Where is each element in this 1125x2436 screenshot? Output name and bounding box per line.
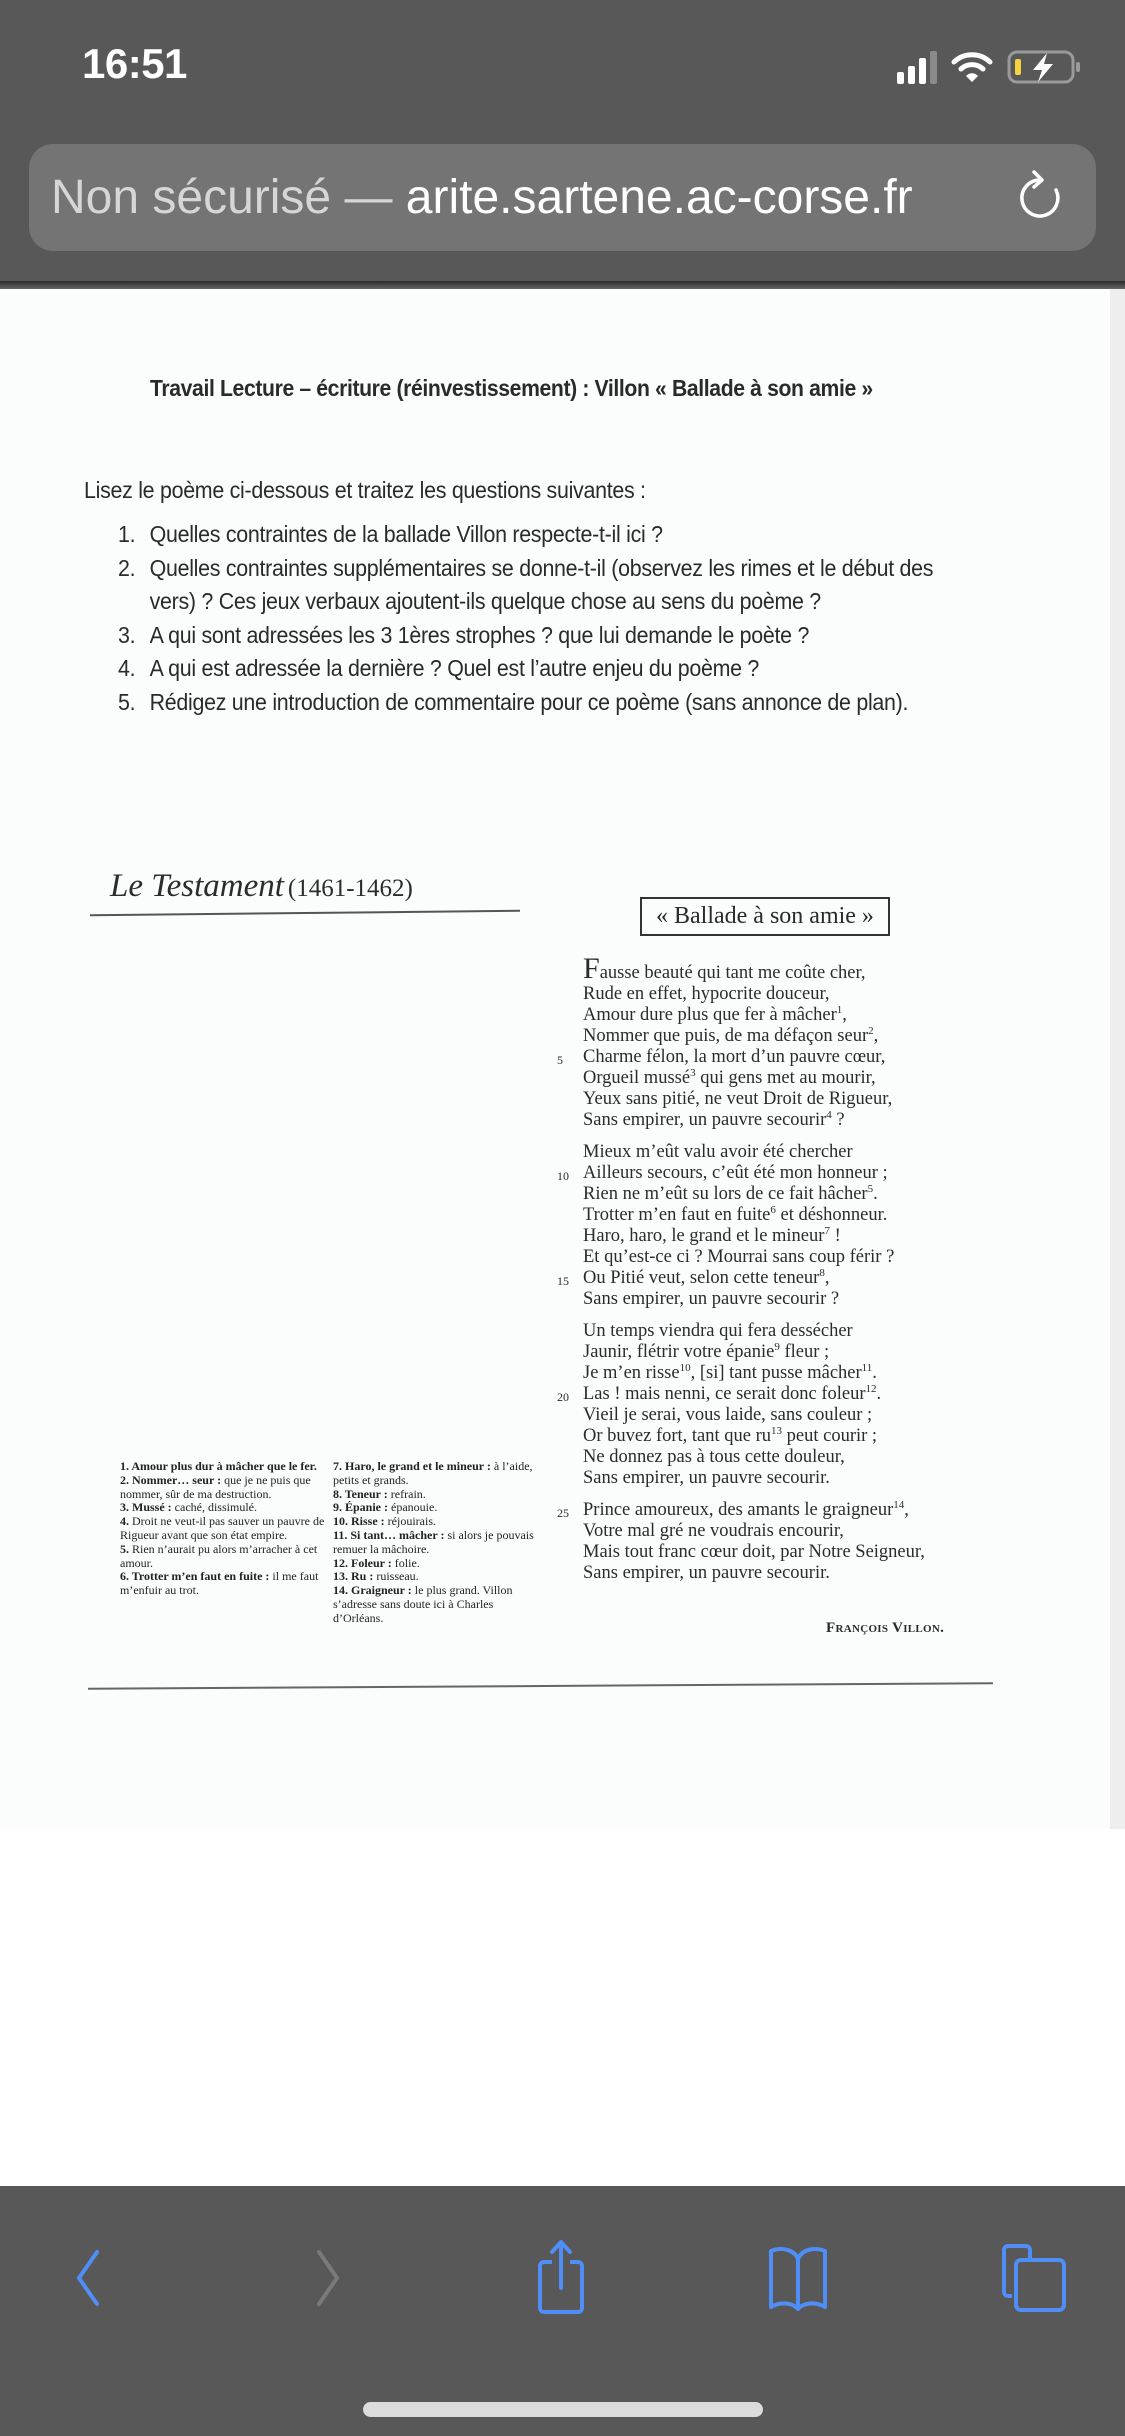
poem-verse xyxy=(583,1247,925,1268)
verse-text: Sans empirer, un pauvre secourir. xyxy=(583,1563,830,1583)
verse-number: 20 xyxy=(557,1390,569,1404)
page-edge xyxy=(1110,289,1125,1829)
question-text: A qui sont adressées les 3 1ères strophes ? que lui demande le poète ? xyxy=(149,621,810,648)
drop-cap: F xyxy=(583,952,600,985)
poem-verse xyxy=(583,1542,925,1563)
verse-text: Rude en effet, hypocrite douceur, xyxy=(583,984,830,1004)
question-item xyxy=(118,552,983,619)
poem-stanza xyxy=(557,1142,925,1310)
footnote-ref: 7 xyxy=(824,1224,830,1237)
back-button[interactable] xyxy=(48,2238,128,2318)
question-number: 3. xyxy=(118,621,136,648)
footnote xyxy=(333,1488,538,1502)
poem-verse xyxy=(583,1068,925,1089)
home-indicator[interactable] xyxy=(363,2402,763,2417)
poem-verse xyxy=(557,1382,925,1405)
question-list xyxy=(118,518,1048,719)
bookmarks-button[interactable] xyxy=(758,2238,838,2318)
footnote xyxy=(333,1570,538,1584)
poem-stanza xyxy=(557,952,925,1131)
footnote-head: 14. Graigneur : xyxy=(333,1583,412,1598)
poem-verse xyxy=(583,1405,925,1426)
question-item xyxy=(118,619,983,653)
share-button[interactable] xyxy=(522,2238,602,2318)
footnote-ref: 5 xyxy=(867,1182,874,1195)
verse-text: fleur ; xyxy=(779,1342,830,1362)
footnote-head: 13. Ru : xyxy=(333,1569,374,1584)
poem-verse xyxy=(557,1266,925,1289)
page-top-shadow xyxy=(0,281,1125,289)
footnote xyxy=(333,1529,538,1557)
footnote-ref: 9 xyxy=(774,1340,780,1353)
footnote xyxy=(333,1557,538,1571)
poem-verse xyxy=(583,1447,925,1468)
address-text[interactable] xyxy=(51,170,913,225)
verse-text: Rien ne m’eût su lors de ce fait hâcher xyxy=(583,1184,868,1204)
tabs-icon xyxy=(998,2242,1070,2314)
document-title: Travail Lecture – écriture (réinvestissement) : Villon « Ballade à son amie » xyxy=(150,375,873,401)
question-text: A qui est adressée la dernière ? Quel est l’autre enjeu du poème ? xyxy=(149,655,760,681)
footnote-ref: 6 xyxy=(770,1203,776,1216)
poem-verse xyxy=(583,1142,925,1163)
verse-text: Sans empirer, un pauvre secourir ? xyxy=(583,1289,840,1309)
verse-text: Vieil je serai, vous laide, sans couleur ; xyxy=(583,1405,873,1425)
cellular-signal-icon xyxy=(897,50,937,84)
footnote-head: 5. xyxy=(120,1541,129,1556)
footnote-body: épanouie. xyxy=(388,1500,438,1515)
footnote-head: 10. Risse : xyxy=(333,1514,385,1529)
verse-text: Mieux m’eût valu avoir été chercher xyxy=(583,1142,853,1162)
poem-verse xyxy=(583,984,925,1005)
question-item xyxy=(118,686,983,720)
question-item xyxy=(118,652,983,686)
poem-verse xyxy=(583,1321,925,1342)
verse-text: , xyxy=(842,1005,847,1025)
verse-text: Et qu’est-ce ci ? Mourrai sans coup férir ? xyxy=(583,1247,895,1267)
question-number: 2. xyxy=(118,554,136,581)
poem-stanza xyxy=(557,1321,925,1489)
document-intro: Lisez le poème ci-dessous et traitez les questions suivantes : xyxy=(84,477,646,503)
verse-text: Yeux sans pitié, ne veut Droit de Rigueur, xyxy=(583,1089,893,1109)
verse-number: 10 xyxy=(557,1169,569,1183)
verse-text: Votre mal gré ne voudrais encourir, xyxy=(583,1521,844,1541)
back-chevron-icon xyxy=(68,2248,108,2308)
footnote-head: 4. xyxy=(120,1514,129,1529)
forward-button[interactable] xyxy=(288,2238,368,2318)
question-number: 5. xyxy=(118,688,136,715)
footnote-head: 1. Amour plus dur à mâcher que le fer. xyxy=(120,1459,317,1473)
wifi-icon xyxy=(951,51,993,83)
verse-text: ? xyxy=(831,1110,845,1130)
poem-verse xyxy=(583,1289,925,1310)
verse-text: Nommer que puis, de ma défaçon seur xyxy=(583,1026,869,1046)
verse-number: 5 xyxy=(557,1053,563,1067)
security-label: Non sécurisé — xyxy=(51,171,406,224)
verse-text: , xyxy=(824,1268,830,1288)
footnote-body: réjouirais. xyxy=(384,1514,436,1529)
verse-text: Ne donnez pas à tous cette douleur, xyxy=(583,1447,845,1467)
footnote xyxy=(333,1584,538,1625)
footnote-body: que je ne puis que nommer, sûr de ma destruction. xyxy=(120,1472,311,1501)
footnote-body: il me faut m’enfuir au trot. xyxy=(120,1569,319,1598)
verse-text: , xyxy=(873,1026,879,1046)
status-icons xyxy=(897,50,1083,84)
footnote-head: 11. Si tant… mâcher : xyxy=(333,1527,445,1542)
footnote xyxy=(120,1543,325,1571)
verse-text: Amour dure plus que fer à mâcher xyxy=(583,1005,837,1025)
footnote xyxy=(120,1515,325,1543)
ballad-title-box: « Ballade à son amie » xyxy=(640,897,890,936)
verse-text: qui gens met au mourir, xyxy=(695,1068,876,1088)
question-number: 4. xyxy=(118,655,136,681)
footnote-body: folie. xyxy=(391,1555,420,1570)
footnote xyxy=(120,1570,325,1598)
poem-verse xyxy=(583,1184,925,1205)
footnote-head: 8. Teneur : xyxy=(333,1486,388,1501)
footnote-head: 3. Mussé : xyxy=(120,1500,172,1515)
footnote-head: 7. Haro, le grand et le mineur : xyxy=(333,1459,491,1473)
poem-verse xyxy=(583,1426,925,1447)
footnote-body: ruisseau. xyxy=(373,1569,419,1584)
verse-text: Mais tout franc cœur doit, par Notre Seigneur, xyxy=(583,1542,925,1562)
question-text: Quelles contraintes de la ballade Villon respecte-t-il ici ? xyxy=(149,521,663,547)
tabs-button[interactable] xyxy=(994,2238,1074,2318)
footnote xyxy=(120,1460,325,1474)
footnote xyxy=(333,1501,538,1515)
bottom-toolbar xyxy=(0,2186,1125,2436)
poem-verse xyxy=(583,1342,925,1363)
poem-verse xyxy=(557,1047,925,1068)
poem-verse xyxy=(557,1163,925,1184)
verse-text: . xyxy=(872,1363,877,1383)
verse-text: ! xyxy=(829,1226,841,1246)
footnote-head: 2. Nommer… seur : xyxy=(120,1472,222,1487)
forward-chevron-icon xyxy=(308,2248,348,2308)
footnote-ref: 2 xyxy=(868,1024,874,1037)
footnote-ref: 3 xyxy=(690,1066,696,1079)
verse-text: Las ! mais nenni, ce serait donc foleur xyxy=(583,1384,866,1404)
footnote-body: si alors je pouvais remuer la mâchoire. xyxy=(333,1527,534,1556)
verse-text: Haro, haro, le grand et le mineur xyxy=(583,1226,825,1246)
verse-text: et déshonneur. xyxy=(775,1205,888,1225)
verse-number: 15 xyxy=(557,1274,569,1288)
address-bar[interactable] xyxy=(29,144,1096,251)
work-title xyxy=(110,868,413,905)
footnote-ref: 10 xyxy=(679,1361,691,1374)
poem-verse xyxy=(583,1089,925,1110)
verse-text: Sans empirer, un pauvre secourir xyxy=(583,1110,827,1130)
battery-charging-icon xyxy=(1007,50,1083,84)
footnotes-column-right xyxy=(333,1460,538,1626)
verse-text: Ailleurs secours, c’eût été mon honneur ; xyxy=(583,1163,888,1183)
status-time: 16:51 xyxy=(82,40,187,87)
verse-text: Jaunir, flétrir votre épanie xyxy=(583,1342,775,1362)
poem-stanza xyxy=(557,1498,925,1584)
question-text: Quelles contraintes supplémentaires se donne-t-il (observez les rimes et le début des vers) ? Ces jeux verbaux ajoutent-ils quelque chose au sens du poème ? xyxy=(149,554,934,614)
reload-icon[interactable] xyxy=(1010,168,1070,228)
work-name: Le Testament xyxy=(110,868,284,904)
verse-text: . xyxy=(876,1384,882,1404)
footnote xyxy=(333,1515,538,1529)
poem-verse xyxy=(583,952,925,985)
footnote-body: caché, dissimulé. xyxy=(171,1500,257,1515)
footnote-ref: 4 xyxy=(826,1108,832,1121)
verse-text: Trotter m’en faut en fuite xyxy=(583,1205,771,1225)
footnote xyxy=(120,1474,325,1502)
verse-text: Je m’en risse xyxy=(583,1363,680,1383)
poem-verse xyxy=(583,1110,925,1131)
footnote-head: 9. Épanie : xyxy=(333,1500,389,1515)
verse-number: 25 xyxy=(557,1506,569,1520)
footnote-ref: 12 xyxy=(865,1382,877,1395)
footnote-body: le plus grand. Villon s’adresse sans doute ici à Charles d’Orléans. xyxy=(333,1583,513,1625)
footnote-head: 12. Foleur : xyxy=(333,1555,392,1570)
question-number: 1. xyxy=(118,521,136,547)
poem-verse xyxy=(557,1498,925,1521)
footnote-ref: 13 xyxy=(771,1424,783,1437)
question-item xyxy=(118,518,983,552)
footnote-body: refrain. xyxy=(387,1486,426,1501)
verse-text: Ou Pitié veut, selon cette teneur xyxy=(583,1268,820,1288)
footnote-body: Droit ne veut-il pas sauver un pauvre de Rigueur avant que son état empire. xyxy=(120,1514,325,1542)
verse-text: , xyxy=(904,1500,909,1520)
verse-text: Charme félon, la mort d’un pauvre cœur, xyxy=(583,1047,886,1067)
question-text: Rédigez une introduction de commentaire pour ce poème (sans annonce de plan). xyxy=(149,688,909,715)
poem-verse xyxy=(583,1468,925,1489)
status-bar xyxy=(0,0,1125,135)
verse-text: Sans empirer, un pauvre secourir. xyxy=(583,1468,830,1488)
page-background xyxy=(0,1829,1125,2186)
poem-signature: François Villon. xyxy=(826,1620,945,1636)
poem-verse xyxy=(583,1363,925,1384)
url-host: arite.sartene.ac-corse.fr xyxy=(405,171,913,224)
poem-verse xyxy=(583,1226,925,1247)
footnote-body: à l’aide, petits et grands. xyxy=(333,1459,533,1487)
footnote-body: Rien n’aurait pu alors m’arracher à cet amour. xyxy=(120,1541,318,1570)
footnote-ref: 14 xyxy=(893,1498,905,1511)
share-icon xyxy=(530,2238,594,2318)
footnotes-column-left xyxy=(120,1460,325,1598)
verse-text: ausse beauté qui tant me coûte cher, xyxy=(599,963,866,983)
footnote-ref: 1 xyxy=(836,1003,843,1016)
footnote xyxy=(333,1460,538,1488)
footnote-ref: 8 xyxy=(819,1266,825,1279)
verse-text: Orgueil mussé xyxy=(583,1068,691,1088)
footnote xyxy=(120,1501,325,1515)
poem-verse xyxy=(583,1205,925,1226)
verse-text: peut courir ; xyxy=(782,1426,878,1446)
poem xyxy=(557,952,925,1595)
work-years: (1461-1462) xyxy=(287,875,413,902)
verse-text: Prince amoureux, des amants le graigneur xyxy=(583,1500,894,1520)
verse-text: Un temps viendra qui fera dessécher xyxy=(583,1321,853,1341)
footnote-head: 6. Trotter m’en faut en fuite : xyxy=(120,1569,270,1584)
verse-text: . xyxy=(873,1184,878,1204)
verse-text: Or buvez fort, tant que ru xyxy=(583,1426,772,1446)
poem-verse xyxy=(583,1026,925,1047)
footnote-ref: 11 xyxy=(861,1361,873,1374)
poem-verse xyxy=(583,1521,925,1542)
verse-text: , [si] tant pusse mâcher xyxy=(690,1363,862,1383)
poem-verse xyxy=(583,1005,925,1026)
bookmarks-book-icon xyxy=(761,2243,835,2313)
poem-verse xyxy=(583,1563,925,1584)
